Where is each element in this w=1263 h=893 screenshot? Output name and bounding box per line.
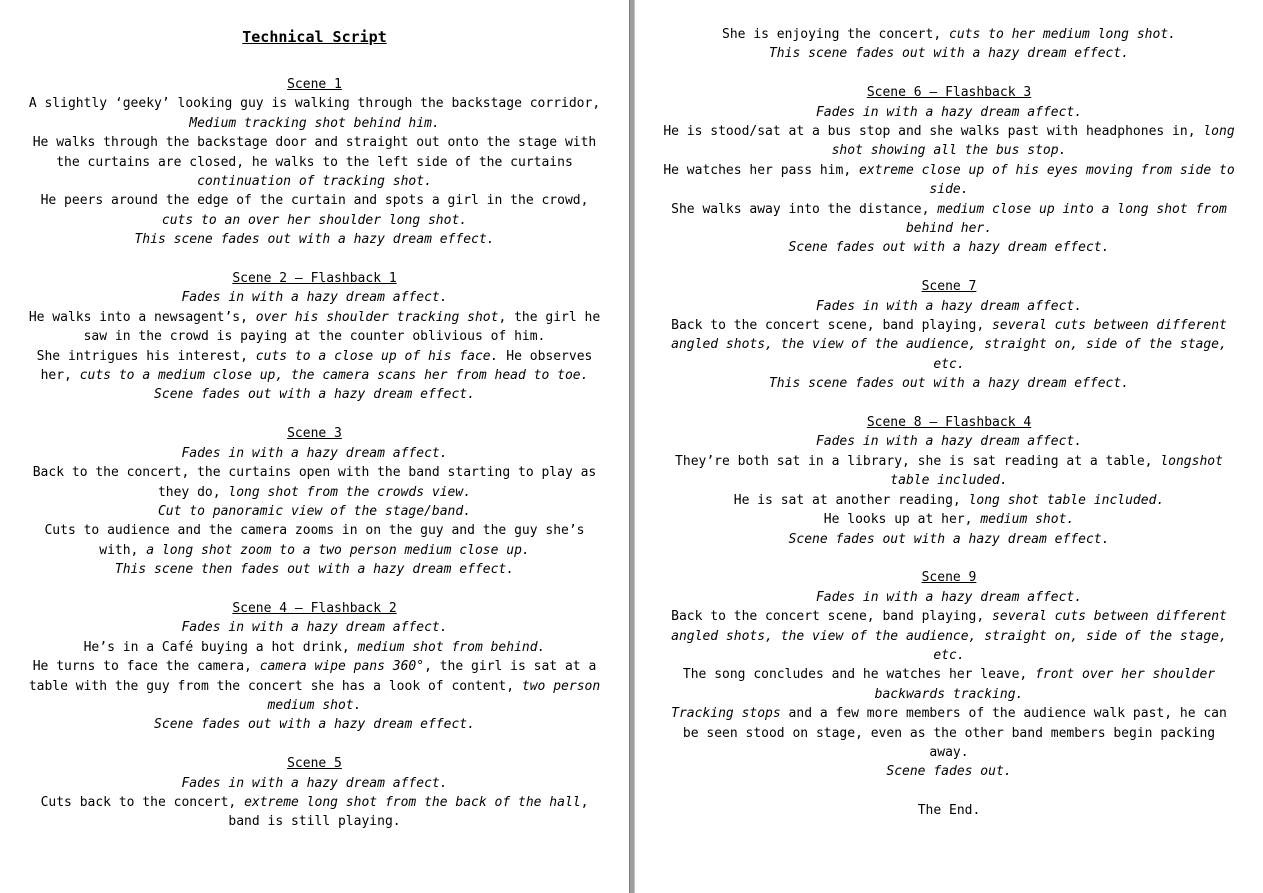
camera-direction: over his shoulder tracking shot bbox=[255, 309, 499, 325]
script-paragraph bbox=[28, 715, 601, 734]
right-page-content bbox=[663, 25, 1235, 821]
camera-direction: This scene fades out with a hazy dream effect. bbox=[768, 46, 1130, 62]
scene-block bbox=[663, 277, 1235, 393]
script-paragraph bbox=[663, 530, 1235, 549]
action-text: Back to the concert scene, band playing, bbox=[671, 318, 993, 334]
script-paragraph bbox=[663, 161, 1235, 200]
camera-direction: Scene fades out with a hazy dream effect. bbox=[154, 717, 475, 733]
script-paragraph bbox=[28, 347, 601, 386]
camera-direction: medium shot from behind. bbox=[357, 639, 546, 655]
camera-direction: long shot table included. bbox=[968, 492, 1165, 508]
script-paragraph bbox=[28, 521, 601, 560]
script-paragraph bbox=[28, 618, 601, 637]
camera-direction: Fades in with a hazy dream affect. bbox=[815, 104, 1083, 120]
scene-heading: Scene 5 bbox=[287, 756, 342, 772]
script-paragraph bbox=[28, 444, 601, 463]
script-paragraph bbox=[28, 774, 601, 793]
camera-direction: This scene fades out with a hazy dream effect. bbox=[134, 232, 495, 248]
action-text: He is stood/sat at a bus stop and she walks past with headphones in, bbox=[663, 124, 1204, 140]
scene-block bbox=[28, 269, 601, 405]
scene-block bbox=[663, 568, 1235, 781]
scene-block bbox=[28, 754, 601, 832]
script-paragraph bbox=[663, 665, 1235, 704]
action-text: The song concludes and he watches her leave, bbox=[682, 667, 1036, 683]
camera-direction: medium shot. bbox=[980, 512, 1075, 528]
script-paragraph bbox=[663, 374, 1235, 393]
action-text: He observes her, bbox=[40, 348, 593, 384]
camera-direction: Medium tracking shot behind him. bbox=[189, 115, 440, 131]
script-paragraph bbox=[663, 588, 1235, 607]
action-text: Cuts to audience and the camera zooms in on the guy and the guy she’s with, bbox=[44, 523, 585, 558]
script-paragraph bbox=[663, 297, 1235, 316]
script-paragraph bbox=[663, 122, 1235, 161]
scene-heading: Scene 6 – Flashback 3 bbox=[866, 85, 1032, 101]
scene-heading: Scene 7 bbox=[921, 279, 977, 295]
right-page bbox=[635, 0, 1263, 893]
camera-direction: longshot table included. bbox=[890, 453, 1223, 489]
action-text: She is enjoying the concert, bbox=[722, 27, 949, 42]
camera-direction: Tracking stops bbox=[671, 706, 781, 722]
script-paragraph bbox=[28, 191, 601, 230]
the-end: The End. bbox=[917, 803, 981, 819]
action-text: A slightly ‘geeky’ looking guy is walking through the backstage corridor, bbox=[28, 96, 601, 112]
camera-direction: Fades in with a hazy dream affect. bbox=[815, 434, 1083, 450]
script-paragraph bbox=[28, 560, 601, 579]
action-text: He looks up at her, bbox=[823, 512, 981, 528]
right-scenes bbox=[663, 83, 1235, 782]
scene-block bbox=[28, 599, 601, 735]
camera-direction: front over her shoulder backwards tracking. bbox=[874, 667, 1216, 702]
script-paragraph bbox=[28, 133, 601, 191]
camera-direction: Fades in with a hazy dream affect. bbox=[181, 775, 448, 791]
script-paragraph bbox=[28, 288, 601, 307]
action-text: He turns to face the camera, bbox=[32, 659, 260, 675]
script-paragraph bbox=[663, 607, 1235, 665]
scene-heading: Scene 9 bbox=[921, 570, 977, 586]
action-text: Back to the concert, the curtains open with the band starting to play as they do, bbox=[32, 465, 597, 500]
scene-block bbox=[663, 413, 1235, 549]
action-text: He walks into a newsagent’s, bbox=[28, 309, 256, 325]
camera-direction: several cuts between different angled shots, the view of the audience, straight on, side of the stage, etc. bbox=[671, 318, 1227, 372]
camera-direction: several cuts between different angled shots, the view of the audience, straight on, side of the stage, etc. bbox=[671, 609, 1227, 663]
scene-heading: Scene 1 bbox=[287, 77, 342, 92]
script-paragraph bbox=[28, 638, 601, 657]
scene-heading: Scene 4 – Flashback 2 bbox=[232, 600, 397, 616]
camera-direction: cuts to her medium long shot. bbox=[949, 27, 1176, 42]
action-text: , the girl he saw in the crowd is paying at the counter oblivious of him. bbox=[83, 309, 601, 345]
camera-direction: continuation of tracking shot. bbox=[197, 174, 432, 190]
script-paragraph bbox=[663, 510, 1235, 529]
left-page bbox=[0, 0, 629, 893]
camera-direction: This scene then fades out with a hazy dream effect. bbox=[114, 562, 515, 578]
scene-block bbox=[28, 75, 601, 250]
script-paragraph bbox=[28, 94, 601, 133]
scene-heading: Scene 3 bbox=[287, 426, 342, 442]
script-paragraph bbox=[663, 44, 1235, 63]
camera-direction: Scene fades out. bbox=[886, 764, 1012, 780]
camera-direction: Fades in with a hazy dream affect. bbox=[181, 445, 448, 461]
script-paragraph bbox=[663, 316, 1235, 374]
script-paragraph bbox=[28, 385, 601, 404]
script-paragraph bbox=[663, 762, 1235, 781]
left-page-content bbox=[28, 27, 601, 851]
action-text: He walks through the backstage door and straight out onto the stage with the curtains are closed, he walks to the left side of the curtains bbox=[32, 135, 597, 170]
script-paragraph bbox=[663, 452, 1235, 491]
camera-direction: Fades in with a hazy dream affect. bbox=[815, 589, 1083, 605]
camera-direction: Fades in with a hazy dream affect. bbox=[181, 290, 448, 306]
script-paragraph bbox=[663, 432, 1235, 451]
camera-direction: Fades in with a hazy dream affect. bbox=[815, 298, 1083, 314]
document-title: Technical Script bbox=[242, 28, 387, 46]
camera-direction: Scene fades out with a hazy dream effect. bbox=[788, 531, 1110, 547]
scene-block bbox=[28, 424, 601, 579]
action-text: He’s in a Café buying a hot drink, bbox=[83, 639, 358, 655]
script-paragraph bbox=[28, 308, 601, 347]
camera-direction: Cut to panoramic view of the stage/band. bbox=[157, 503, 472, 519]
script-paragraph bbox=[663, 238, 1235, 257]
action-text: Cuts back to the concert, bbox=[40, 794, 245, 810]
scene-heading: Scene 2 – Flashback 1 bbox=[232, 271, 397, 287]
camera-direction: extreme close up of his eyes moving from side to side. bbox=[858, 162, 1235, 198]
camera-direction: This scene fades out with a hazy dream effect. bbox=[768, 376, 1130, 392]
action-text: and a few more members of the audience walk past, he can be seen stood on stage, even as the other band members begin packing away. bbox=[682, 706, 1227, 760]
script-paragraph bbox=[663, 200, 1235, 239]
scene-5-continuation bbox=[663, 25, 1235, 64]
action-text: They’re both sat in a library, she is sat reading at a table, bbox=[675, 453, 1161, 469]
action-text: He watches her pass him, bbox=[663, 162, 859, 178]
scene-block bbox=[663, 83, 1235, 258]
camera-direction: cuts to a medium close up, the camera scans her from head to toe. bbox=[79, 368, 589, 384]
action-text: Back to the concert scene, band playing, bbox=[671, 609, 993, 625]
action-text: , the girl is sat at a table with the guy from the concert she has a look of content, bbox=[28, 659, 597, 694]
camera-direction: extreme long shot from the back of the hall bbox=[244, 794, 581, 810]
script-paragraph bbox=[28, 463, 601, 502]
camera-direction: long shot showing all the bus stop. bbox=[831, 124, 1235, 159]
camera-direction: two person medium shot. bbox=[267, 678, 601, 713]
action-text: She walks away into the distance, bbox=[671, 201, 938, 217]
action-text: He peers around the edge of the curtain and spots a girl in the crowd, bbox=[40, 193, 589, 209]
camera-direction: cuts to a close up of his face. bbox=[255, 348, 499, 364]
script-paragraph bbox=[663, 103, 1235, 122]
action-text: She intrigues his interest, bbox=[36, 348, 256, 364]
camera-direction: camera wipe pans 360° bbox=[259, 659, 425, 675]
script-paragraph bbox=[28, 657, 601, 715]
script-paragraph bbox=[663, 491, 1235, 510]
scene-heading: Scene 8 – Flashback 4 bbox=[866, 415, 1032, 431]
camera-direction: medium close up into a long shot from behind her. bbox=[905, 201, 1227, 237]
action-text: He is sat at another reading, bbox=[733, 492, 969, 508]
camera-direction: long shot from the crowds view. bbox=[228, 484, 472, 500]
script-paragraph bbox=[28, 793, 601, 832]
script-paragraph bbox=[663, 704, 1235, 762]
camera-direction: Scene fades out with a hazy dream effect. bbox=[788, 240, 1110, 256]
camera-direction: Scene fades out with a hazy dream effect. bbox=[154, 387, 475, 403]
script-paragraph bbox=[663, 25, 1235, 44]
script-paragraph bbox=[28, 502, 601, 521]
script-paragraph bbox=[28, 230, 601, 249]
action-text: , band is still playing. bbox=[228, 794, 589, 830]
camera-direction: Fades in with a hazy dream affect. bbox=[181, 620, 448, 636]
left-scenes bbox=[28, 75, 601, 832]
camera-direction: a long shot zoom to a two person medium close up. bbox=[146, 542, 530, 558]
camera-direction: cuts to an over her shoulder long shot. bbox=[161, 212, 468, 228]
